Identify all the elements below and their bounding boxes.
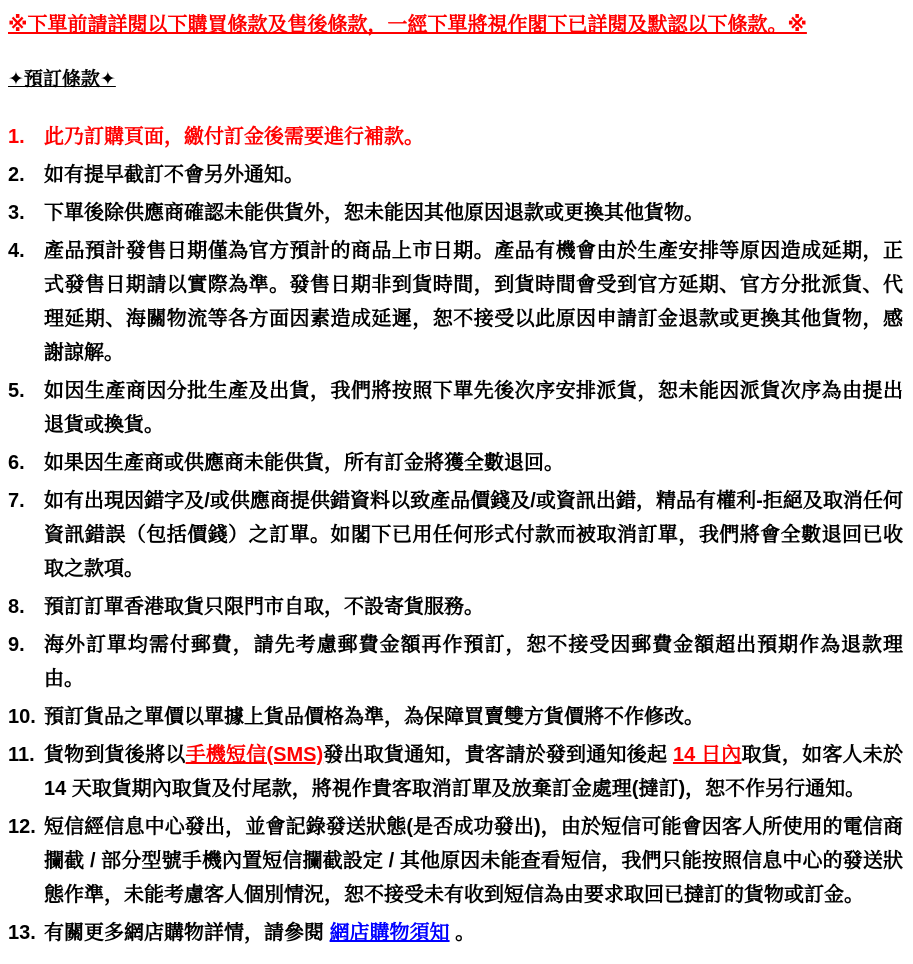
term-item-6 [8, 446, 903, 480]
term-text [44, 374, 903, 442]
term-text [44, 810, 903, 912]
term-item-10 [8, 700, 903, 734]
term-text [44, 196, 903, 230]
term-text-segment: 有關更多網店購物詳情，請參閱 [44, 922, 330, 944]
term-item-13 [8, 916, 903, 950]
term-number: 3. [8, 202, 25, 224]
term-item-1 [8, 120, 903, 154]
store-shopping-guide-link[interactable]: 網店購物須知 [329, 922, 450, 944]
term-text [44, 234, 903, 370]
term-text-segment: 預訂貨品之單價以單據上貨品價格為準，為保障買賣雙方貨價將不作修改。 [44, 706, 704, 728]
term-text [44, 700, 903, 734]
term-text-segment: 海外訂單均需付郵費，請先考慮郵費金額再作預訂，恕不接受因郵費金額超出預期作為退款理由。 [44, 634, 903, 690]
term-number: 6. [8, 452, 25, 474]
term-item-8 [8, 590, 903, 624]
term-text-segment: 貨物到貨後將以 [44, 744, 186, 766]
term-text-segment: 。 [449, 922, 476, 944]
term-text-segment: 產品預計發售日期僅為官方預計的商品上市日期。產品有機會由於生產安排等原因造成延期，正式發售日期請以實際為準。發售日期非到貨時間，到貨時間會受到官方延期、官方分批派貨、代理延期、海關物流等各方面因素造成延遲，恕不接受以此原因申請訂金退款或更換其他貨物，感謝諒解。 [44, 240, 903, 364]
term-text [44, 158, 903, 192]
term-number: 5. [8, 380, 25, 402]
term-text [44, 446, 903, 480]
term-item-7 [8, 484, 903, 586]
term-text [44, 120, 903, 154]
term-text [44, 916, 903, 950]
term-number: 1. [8, 126, 25, 148]
term-number: 9. [8, 634, 25, 656]
sms-emphasis: 手機短信(SMS) [185, 744, 324, 766]
term-text [44, 738, 903, 806]
term-number: 4. [8, 240, 25, 262]
term-text [44, 590, 903, 624]
term-text-segment: 如有提早截訂不會另外通知。 [44, 164, 304, 186]
pickup-deadline-emphasis: 14 日內 [672, 744, 742, 766]
term-text-segment: 發出取貨通知，貴客請於發到通知後起 [323, 744, 673, 766]
term-text-segment: 如有出現因錯字及/或供應商提供錯資料以致產品價錢及/或資訊出錯，精品有權利-拒絕及取消任何資訊錯誤（包括價錢）之訂單。如閣下已用任何形式付款而被取消訂單，我們將會全數退回已收取之款項。 [44, 490, 903, 580]
term-number: 12. [8, 816, 36, 838]
term-text-segment: 如因生產商因分批生產及出貨，我們將按照下單先後次序安排派貨，恕未能因派貨次序為由提出退貨或換貨。 [44, 380, 903, 436]
term-number: 2. [8, 164, 25, 186]
term-text [44, 628, 903, 696]
term-number: 11. [8, 744, 35, 766]
term-text-segment: 下單後除供應商確認未能供貨外，恕未能因其他原因退款或更換其他貨物。 [44, 202, 704, 224]
term-item-2 [8, 158, 903, 192]
term-text-segment: 短信經信息中心發出，並會記錄發送狀態(是否成功發出)，由於短信可能會因客人所使用的電信商攔截 / 部分型號手機內置短信攔截設定 / 其他原因未能查看短信，我們只能按照信息中心的發送狀態作準，未能考慮客人個別情況，恕不接受未有收到短信為由要求取回已撻訂的貨物或訂金。 [44, 816, 903, 906]
term-number: 13. [8, 922, 36, 944]
term-text-segment: 如果因生產商或供應商未能供貨，所有訂金將獲全數退回。 [44, 452, 564, 474]
term-text [44, 484, 903, 586]
term-number: 7. [8, 490, 25, 512]
purchase-warning-banner: ※下單前請詳閱以下購買條款及售後條款，一經下單將視作閣下已詳閱及默認以下條款。※ [8, 14, 807, 36]
term-number: 8. [8, 596, 25, 618]
term-item-9 [8, 628, 903, 696]
terms-list [8, 120, 903, 950]
term-item-5 [8, 374, 903, 442]
term-number: 10. [8, 706, 36, 728]
term-item-12 [8, 810, 903, 912]
term-text-segment: 取貨，如客人未於 14 天取貨期內取貨及付尾款，將視作貴客取消訂單及放棄訂金處理(撻訂)，恕不作另行通知。 [44, 744, 904, 800]
term-item-4 [8, 234, 903, 370]
term-item-3 [8, 196, 903, 230]
term-item-11 [8, 738, 903, 806]
term-text-segment: 此乃訂購頁面，繳付訂金後需要進行補款。 [44, 126, 424, 148]
term-text-segment: 預訂訂單香港取貨只限門市自取，不設寄貨服務。 [44, 596, 484, 618]
section-title-preorder-terms: ✦預訂條款✦ [8, 69, 116, 90]
